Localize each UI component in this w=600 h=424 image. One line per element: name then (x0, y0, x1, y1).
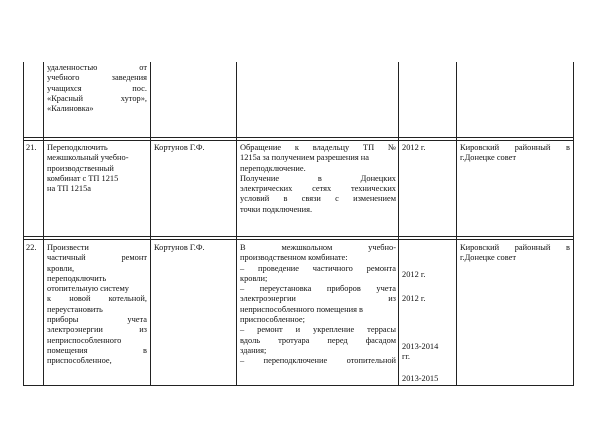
column-line (236, 62, 237, 386)
date-cell: 2012 г. (402, 294, 426, 303)
column-line (23, 62, 24, 386)
row-separator (23, 236, 574, 237)
column-line (43, 62, 44, 386)
table-bottom-line (23, 385, 574, 386)
row-separator (23, 140, 574, 141)
actions-cell: В межшкольном учебно- производственном комбинате: – проведение частичного ремонта кровли; – переустановка приборов учета электроэнергии из неприспособленного помещения в приспособленное; – ремонт и укрепление террасы вдоль тротуара перед фасадом здания; – переподключение отопительной (240, 243, 396, 366)
date-cell: 2012 г. (402, 270, 426, 279)
row-separator (23, 137, 574, 138)
task-cell: удаленностью от учебного заведения учащихся пос. «Красный хутор», «Калиновка» (47, 63, 147, 114)
column-line (573, 62, 574, 386)
date-cell: 2012 г. (402, 143, 426, 152)
row-separator (23, 239, 574, 240)
task-cell: Переподключить межшкольный учебно- производственный комбинат с ТП 1215 на ТП 1215а (47, 143, 129, 194)
responsible-cell: Кортунов Г.Ф. (154, 243, 205, 252)
actions-cell: Обращение к владельцу ТП № 1215а за получением разрешения на переподключение. Получение в Донецких электрических сетях технических условий в связи с изменением точки подключения. (240, 143, 396, 214)
date-cell: 2013-2015 (402, 374, 439, 383)
executor-cell: Кировский районный в г.Донецке совет (460, 243, 570, 263)
column-line (150, 62, 151, 386)
row-number: 22. (26, 243, 37, 252)
task-cell: Произвести частичный ремонт кровли, переподключить отопительную систему к новой котельной, переустановить приборы учета электроэнергии из неприспособленного помещения в приспособленное, (47, 243, 147, 366)
executor-cell: Кировский районный в г.Донецке совет (460, 143, 570, 163)
column-line (456, 62, 457, 386)
date-cell: 2013-2014 (402, 342, 439, 351)
column-line (398, 62, 399, 386)
row-number: 21. (26, 143, 37, 152)
responsible-cell: Кортунов Г.Ф. (154, 143, 205, 152)
date-cell: гг. (402, 352, 411, 361)
